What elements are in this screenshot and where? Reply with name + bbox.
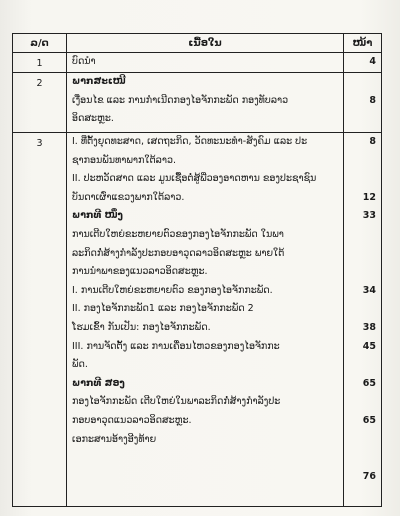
table-of-contents bbox=[12, 33, 382, 507]
page-number bbox=[344, 110, 381, 129]
header-content: ເນື້ອໃນ bbox=[67, 34, 344, 53]
page-number: 12 bbox=[362, 191, 376, 203]
page-number: 8 bbox=[369, 136, 376, 147]
row-page bbox=[344, 133, 382, 507]
page-number: 33 bbox=[362, 210, 376, 222]
page-number: 65 bbox=[362, 377, 376, 389]
content-line: ການເຕີບໃຫຍ່ຂະຫຍາຍຕົວຂອງກອງໄອຈັກກະພັດ ໃນພາ bbox=[72, 228, 284, 240]
row-content bbox=[67, 133, 344, 507]
section-heading: ພາກທີ ສອງ bbox=[72, 377, 125, 389]
page-number bbox=[344, 226, 381, 245]
row-number: 1 bbox=[13, 53, 67, 73]
section-heading: ພາກທີ ໜຶ່ງ bbox=[72, 210, 123, 222]
header-number: ລ/ດ bbox=[13, 34, 67, 53]
content-line: ຊາກອນພັນທາພາກໃຕ້ລາວ. bbox=[72, 154, 177, 166]
page-number: 38 bbox=[362, 321, 376, 333]
page-number bbox=[344, 263, 381, 282]
header-page: ໜ້າ bbox=[344, 34, 382, 53]
content-line bbox=[67, 449, 343, 468]
section-heading: ພາກສະເໜີ bbox=[72, 76, 126, 87]
content-line: ໂຮມເຂົ້າ ກັນເປັນ: ກອງໄອຈັກກະພັດ. bbox=[72, 321, 211, 333]
content-line: ບົດນໍາ bbox=[72, 56, 96, 67]
row-page bbox=[344, 73, 382, 133]
table-row bbox=[13, 73, 382, 133]
page-number: 45 bbox=[362, 340, 376, 352]
content-line: ບັນດາເຜົ່າແຂວງພາກໃຕ້ລາວ. bbox=[72, 191, 185, 203]
row-content bbox=[67, 53, 344, 73]
content-line: ພັດ. bbox=[72, 359, 88, 371]
page-number bbox=[344, 449, 381, 468]
page-number bbox=[344, 73, 381, 92]
content-line: II. ກອງໄອຈັກກະພັດ1 ແລະ ກອງໄອຈັກກະພັດ 2 bbox=[72, 303, 254, 315]
page-number bbox=[344, 356, 381, 375]
content-line: III. ການຈັດຕັ້ງ ແລະ ການເຄື່ອນໄຫວຂອງກອງໄອຈັກກະ bbox=[72, 340, 280, 352]
page-number: 76 bbox=[362, 470, 376, 482]
row-page bbox=[344, 53, 382, 73]
page-number: 34 bbox=[362, 284, 376, 296]
content-line: ກອງໄອຈັກກະພັດ ເຕີບໃຫຍ່ໃນພາລະກິດກໍ່ສ້າງກໍາລັງປະ bbox=[72, 396, 281, 408]
page-number bbox=[344, 170, 381, 189]
content-line: ເງື່ອນໄຂ ແລະ ການກໍາເນີດກອງໄອຈັກກະພັດ ກອງທັບລາວ bbox=[72, 94, 289, 106]
page-number: 65 bbox=[362, 414, 376, 426]
header-row bbox=[13, 34, 382, 53]
page-number bbox=[344, 431, 381, 450]
page-number bbox=[344, 152, 381, 171]
row-number: 3 bbox=[13, 133, 67, 507]
table-row bbox=[13, 53, 382, 73]
page-number bbox=[344, 245, 381, 264]
content-line: ກອບອາວຸດແນວລາວອິດສະຫຼະ. bbox=[72, 414, 192, 426]
content-line: I. ທີ່ຕັ້ງຍຸດທະສາດ, ເສດຖະກິດ, ວັດທະນະທໍາ-ສັງຄົມ ແລະ ປະ bbox=[72, 136, 308, 147]
page-number: 8 bbox=[369, 94, 376, 106]
page-number: 4 bbox=[369, 56, 376, 67]
page-number bbox=[344, 300, 381, 319]
content-line: ລະກິດກໍ່ສ້າງກໍາລັງປະກອບອາວຸດລາວອິດສະຫຼະ ພາຍໃຕ້ bbox=[72, 247, 285, 259]
content-line: II. ປະຫວັດສາດ ແລະ ມູນເຊື້ອຕໍ່ສູ້ພີ່ວອງອາດຫານ ຂອງປະຊາຊົນ bbox=[72, 173, 317, 185]
table-row bbox=[13, 133, 382, 507]
content-line: ການນໍາພາຂອງແນວລາວອິດສະຫຼະ. bbox=[72, 266, 208, 278]
content-line bbox=[67, 468, 343, 487]
content-line: I. ການເຕີບໃຫຍ່ຂະຫຍາຍຕົວ ຂອງກອງໄອຈັກກະພັດ. bbox=[72, 284, 273, 296]
content-line: ເອກະສານອ້າງອີງທ້າຍ bbox=[72, 433, 157, 445]
row-number: 2 bbox=[13, 73, 67, 133]
row-content bbox=[67, 73, 344, 133]
content-line: ອິດສະຫຼະ. bbox=[72, 113, 114, 125]
page-number bbox=[344, 393, 381, 412]
